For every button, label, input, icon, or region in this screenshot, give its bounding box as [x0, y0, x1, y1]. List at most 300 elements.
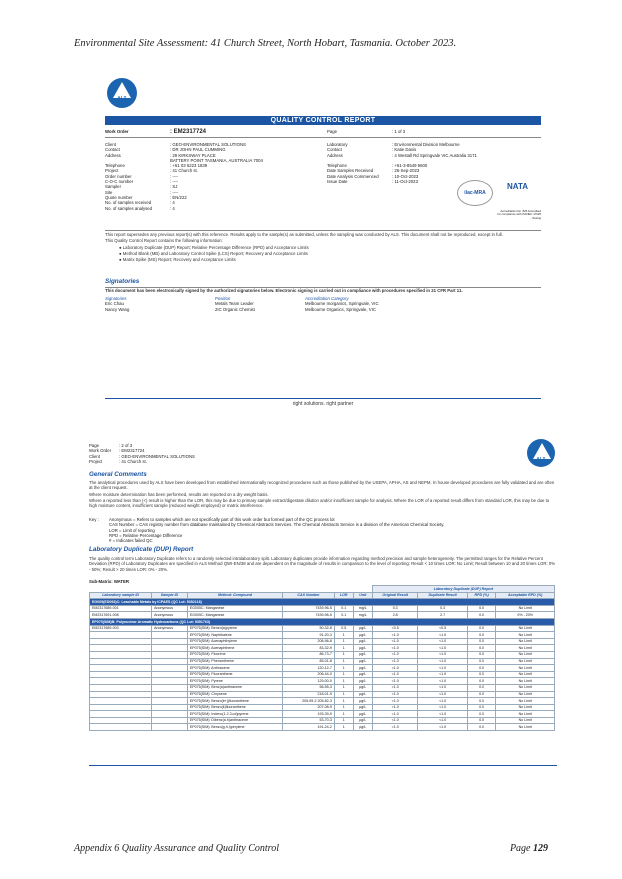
table-cell: µg/L: [353, 645, 372, 652]
table-cell: <1.0: [372, 704, 417, 711]
table-cell: [90, 711, 152, 718]
table-cell: 0.5: [334, 625, 353, 632]
key-line: # = Indicates failed QC: [109, 538, 153, 544]
info-field: [89, 459, 195, 464]
table-cell: 205-99-2 205-82-3: [283, 698, 335, 705]
table-cell: <1.0: [372, 698, 417, 705]
table-cell: 1: [334, 658, 353, 665]
sig-header-cell: Signatories: [105, 296, 127, 301]
client-field: [105, 206, 263, 211]
table-row: [90, 632, 555, 639]
table-cell: [152, 691, 188, 698]
table-cell: 0.0: [467, 658, 496, 665]
table-cell: [90, 638, 152, 645]
client-field-label: No. of samples received: [105, 200, 152, 206]
table-row: [90, 625, 555, 632]
table-cell: 0.0: [467, 638, 496, 645]
table-cell: 86-73-7: [283, 651, 335, 658]
lab-field-label: Telephone: [327, 163, 347, 169]
client-field-label: Quote number: [105, 194, 133, 200]
table-cell: No Limit: [496, 645, 555, 652]
table-cell: µg/L: [353, 678, 372, 685]
table-cell: No Limit: [496, 684, 555, 691]
table-cell: <1.0: [372, 684, 417, 691]
general-comments-text: [89, 480, 557, 510]
table-cell: 53-70-3: [283, 717, 335, 724]
table-cell: [90, 645, 152, 652]
table-cell: 0.0: [467, 645, 496, 652]
column-header: Unit: [353, 592, 372, 599]
table-cell: EP075(SIM): Dibenz(a.h)anthracene: [187, 717, 282, 724]
table-cell: <0.5: [418, 625, 467, 632]
table-cell: EP075(SIM): Benzo(g.h.i)perylene: [187, 724, 282, 731]
client-field-value: : 4: [170, 200, 175, 206]
key-label: Key :: [89, 517, 99, 522]
table-cell: <1.0: [418, 717, 467, 724]
info-field-value: : 41 Church st.: [119, 458, 147, 464]
client-field-label: Telephone: [105, 163, 125, 169]
lab-field-label: Issue Date: [327, 179, 348, 185]
table-cell: µg/L: [353, 671, 372, 678]
column-header: RPD (%): [467, 592, 496, 599]
lab-field-label: Address: [327, 152, 343, 158]
table-cell: µg/L: [353, 691, 372, 698]
table-cell: 1: [334, 691, 353, 698]
info-field-label: Project: [89, 458, 103, 464]
als-logo: ALS: [527, 439, 555, 467]
table-cell: <0.5: [372, 625, 417, 632]
table-cell: EP075(SIM): Benzo(k)fluoranthene: [187, 704, 282, 711]
group-title: EG005(ED093)C: Leachable Metals by ICPAES (QC Lot: 5352118): [90, 599, 555, 606]
key-line: CAS Number = CAS registry number from database maintained by Chemical Abstracts Services. The Chemical Abstracts Service is a division of the American Chemical Society.: [109, 522, 445, 528]
column-header: CAS Number: [283, 592, 335, 599]
table-cell: [152, 704, 188, 711]
table-cell: Anonymous: [152, 625, 188, 632]
column-header: Method: Compound: [187, 592, 282, 599]
table-cell: 193-39-5: [283, 711, 335, 718]
table-cell: No Limit: [496, 638, 555, 645]
table-cell: No Limit: [496, 605, 555, 612]
table-cell: 0.0: [467, 691, 496, 698]
work-order-value: : EM2317724: [170, 129, 207, 135]
table-cell: <1.0: [418, 651, 467, 658]
table-cell: 0% - 20%: [496, 612, 555, 619]
table-row: [90, 711, 555, 718]
table-cell: [152, 724, 188, 731]
intro-text: This report supersedes any previous report(s) with this reference. Results apply to the sample(s) as submitted, unless the sampling was conducted by ALS. This document shall not be reproduced, except in full. This Quality Control Report contains the following information: ● Laboratory Duplicate (DUP) Report; Relative Percentage Difference (RPD) and Acceptance Limits ● Method Blank (MB) and Laboratory Control Spike (LCS) Report; Recovery and Acceptance Limits ● Matrix Spike (MS) Report; Recovery and Acceptance Limits: [105, 232, 541, 264]
table-cell: [90, 691, 152, 698]
table-cell: <1.0: [372, 645, 417, 652]
column-header: LOR: [334, 592, 353, 599]
table-row: [90, 638, 555, 645]
table-cell: <1.0: [372, 711, 417, 718]
nata-logo: NATA: [507, 182, 529, 191]
table-cell: EP075(SIM): Benzo(a)pyrene: [187, 625, 282, 632]
column-header: Duplicate Result: [418, 592, 467, 599]
table-cell: µg/L: [353, 684, 372, 691]
sig-header-cell: Accreditation Category: [305, 296, 349, 301]
table-cell: [90, 678, 152, 685]
table-cell: 1: [334, 684, 353, 691]
lab-field-value: : 10-Oct-2023: [392, 173, 419, 179]
table-cell: EP075(SIM): Anthracene: [187, 665, 282, 672]
table-cell: [152, 711, 188, 718]
table-cell: 1: [334, 632, 353, 639]
client-field-label: Site: [105, 189, 113, 195]
info-field-label: Work Order: [89, 448, 112, 454]
table-row: [90, 684, 555, 691]
table-cell: [152, 658, 188, 665]
table-cell: 206-44-0: [283, 671, 335, 678]
client-field-value: : ----: [170, 173, 179, 179]
info-field-value: : 2 of 3: [119, 443, 133, 448]
footer-page-number: Page 129: [509, 843, 548, 854]
table-cell: 0.0: [467, 651, 496, 658]
key-line: LOR = Limit of reporting: [109, 527, 155, 533]
table-cell: <1.0: [372, 651, 417, 658]
table-cell: 0.0: [467, 717, 496, 724]
lab-field-value: : +61-3-8549 9600: [392, 163, 428, 169]
table-cell: 1: [334, 645, 353, 652]
signatories-title: Signatories: [105, 278, 140, 285]
table-cell: No Limit: [496, 671, 555, 678]
table-cell: 0.1: [334, 612, 353, 619]
group-row: [90, 618, 555, 625]
client-field-value: : 4: [170, 205, 175, 211]
table-cell: 0.0: [467, 671, 496, 678]
client-field-label: Sampler: [105, 184, 122, 190]
table-cell: EG005C: Manganese: [187, 612, 282, 619]
table-cell: 1: [334, 678, 353, 685]
table-cell: EP075(SIM): Phenanthrene: [187, 658, 282, 665]
group-header: Laboratory Duplicate (DUP) Report: [372, 586, 554, 593]
table-cell: No Limit: [496, 711, 555, 718]
table-cell: <1.0: [372, 717, 417, 724]
table-cell: [152, 665, 188, 672]
sig-header-cell: Position: [215, 296, 231, 301]
table-cell: 1: [334, 711, 353, 718]
lab-field-value: : 26-Sep-2023: [392, 168, 420, 174]
table-cell: No Limit: [496, 691, 555, 698]
table-cell: µg/L: [353, 651, 372, 658]
table-cell: 120-12-7: [283, 665, 335, 672]
table-cell: <1.0: [372, 632, 417, 639]
qc-report-page-2: [89, 435, 556, 772]
table-cell: [90, 704, 152, 711]
signatory-cell: 2IC Organic Chemist: [215, 306, 255, 312]
client-field-label: Contact: [105, 147, 120, 153]
lab-field: [327, 179, 477, 184]
client-field-label: C-O-C number: [105, 179, 134, 185]
table-cell: 7439-96-5: [283, 612, 335, 619]
table-cell: <1.0: [418, 711, 467, 718]
table-cell: <1.0: [418, 645, 467, 652]
key-line: Anonymous = Refers to samples which are not specifically part of this work order but formed part of the QC process lot: [109, 517, 335, 522]
signatory-cell: Eric Chau: [105, 301, 124, 307]
table-cell: EP075(SIM): Fluoranthene: [187, 671, 282, 678]
table-cell: EP075(SIM): Benz(a)anthracene: [187, 684, 282, 691]
report-title: QUALITY CONTROL REPORT: [105, 116, 541, 125]
table-cell: [152, 651, 188, 658]
table-cell: 0.0: [467, 605, 496, 612]
duplicate-report-title: Laboratory Duplicate (DUP) Report: [89, 546, 194, 553]
table-cell: <1.0: [372, 691, 417, 698]
lab-field-label: Date Samples Received: [327, 168, 374, 174]
table-cell: EP075(SIM): Pyrene: [187, 678, 282, 685]
table-cell: mg/L: [353, 605, 372, 612]
table-cell: µg/L: [353, 717, 372, 724]
table-cell: µg/L: [353, 665, 372, 672]
table-cell: No Limit: [496, 658, 555, 665]
comment-paragraph: Where a reported less than (<) result is higher than the LOR, this may be due to primary sample extract/digestate dilution and/or insufficient sample for analysis. Where the LOR of a reported result differs from standard LOR, this may be due to high moisture content, insufficient sample (reduced weight employed) or matrix interference.: [89, 498, 550, 509]
contents-bullet: ● Laboratory Duplicate (DUP) Report; Relative Percentage Difference (RPD) and Acceptance Limits: [119, 244, 309, 250]
table-row: [90, 691, 555, 698]
signatories-table: [105, 296, 505, 312]
table-cell: 0.0: [467, 724, 496, 731]
table-cell: 0.0: [467, 625, 496, 632]
client-details: [105, 142, 263, 211]
table-cell: <1.0: [418, 665, 467, 672]
key-definitions: [109, 517, 444, 543]
table-row: [90, 704, 555, 711]
page-header: Environmental Site Assessment: 41 Church Street, North Hobart, Tasmania. October 2023.: [74, 38, 457, 49]
signatory-cell: Melbourne Inorganics, Springvale, VIC: [305, 301, 379, 307]
table-cell: [90, 724, 152, 731]
table-cell: <1.0: [418, 684, 467, 691]
table-cell: 1: [334, 671, 353, 678]
table-cell: 0.0: [467, 711, 496, 718]
table-cell: EP075(SIM): Fluorene: [187, 651, 282, 658]
table-cell: [90, 632, 152, 639]
accreditation-text: Accreditation No. 825 Accredited for compliance with ISO/IEC 17025 - Testing: [497, 209, 541, 220]
table-cell: 7439-96-5: [283, 605, 335, 612]
table-cell: No Limit: [496, 698, 555, 705]
table-cell: <1.0: [418, 704, 467, 711]
table-cell: No Limit: [496, 724, 555, 731]
table-cell: No Limit: [496, 717, 555, 724]
table-cell: 129-00-0: [283, 678, 335, 685]
table-cell: EG005C: Manganese: [187, 605, 282, 612]
ilac-mra-logo: ilac-MRA: [457, 180, 493, 206]
lab-field-label: Laboratory: [327, 142, 348, 147]
table-cell: <1.0: [418, 638, 467, 645]
client-field-value: : 41 Church st.: [170, 168, 198, 174]
client-field-label: No. of samples analysed: [105, 205, 153, 211]
table-cell: [152, 717, 188, 724]
table-cell: 0.0: [467, 678, 496, 685]
table-cell: <1.0: [418, 691, 467, 698]
sub-matrix-label: Sub-Matrix: WATER: [89, 579, 130, 584]
table-cell: 1: [334, 651, 353, 658]
table-cell: EM2317691-008: [90, 612, 152, 619]
table-cell: No Limit: [496, 665, 555, 672]
table-cell: EP075(SIM): Chrysene: [187, 691, 282, 698]
info-field-label: Page: [89, 443, 100, 448]
table-cell: 56-55-3: [283, 684, 335, 691]
table-cell: No Limit: [496, 632, 555, 639]
table-row: [90, 724, 555, 731]
table-cell: 2.7: [418, 612, 467, 619]
table-cell: µg/L: [353, 724, 372, 731]
table-row: [90, 665, 555, 672]
column-header: Acceptable RPD (%): [496, 592, 555, 599]
table-cell: µg/L: [353, 711, 372, 718]
lab-field-value: : 4 Westall Rd Springvale VIC Australia 3171: [392, 152, 477, 158]
table-cell: EM2317689-001: [90, 605, 152, 612]
table-cell: 2.8: [372, 612, 417, 619]
signatory-cell: Metals Team Leader: [215, 301, 254, 307]
table-cell: 1: [334, 698, 353, 705]
table-cell: EP075(SIM): Naphthalene: [187, 632, 282, 639]
table-cell: <1.0: [372, 658, 417, 665]
info-field-label: Client: [89, 453, 100, 459]
table-row: [90, 698, 555, 705]
table-cell: µg/L: [353, 704, 372, 711]
table-cell: 91-20-3: [283, 632, 335, 639]
table-row: [90, 717, 555, 724]
page-2-info: [89, 443, 195, 464]
table-row: [90, 678, 555, 685]
table-cell: No Limit: [496, 678, 555, 685]
table-cell: [152, 678, 188, 685]
comment-paragraph: The analytical procedures used by ALS have been developed from established internationally recognized procedures such as those published by the USEPA, APHA, AS and NEPM. In house developed procedures are fully validated and are often at the client request.: [89, 480, 555, 491]
lab-field-label: Date Analysis Commenced: [327, 173, 379, 179]
table-cell: 0.0: [467, 684, 496, 691]
table-cell: µg/L: [353, 698, 372, 705]
client-field-label: Order number: [105, 173, 132, 179]
table-cell: [90, 717, 152, 724]
lab-field-value: : Environmental Division Melbourne: [392, 142, 460, 147]
table-cell: <1.0: [372, 678, 417, 685]
key-line: RPD = Relative Percentage Difference: [109, 532, 183, 538]
client-field-label: Client: [105, 142, 116, 147]
client-field-value: : ----: [170, 189, 179, 195]
table-cell: µg/L: [353, 632, 372, 639]
table-cell: <1.0: [372, 665, 417, 672]
table-cell: µg/L: [353, 625, 372, 632]
table-cell: 191-24-2: [283, 724, 335, 731]
client-field-label: Address: [105, 152, 121, 158]
column-header: Original Result: [372, 592, 417, 599]
table-cell: <1.0: [418, 678, 467, 685]
group-title: EP075(SIM)B: Polynuclear Aromatic Hydrocarbons (QC Lot: 5351763): [90, 618, 555, 625]
table-row: [90, 612, 555, 619]
table-cell: [90, 651, 152, 658]
table-cell: 50-32-8: [283, 625, 335, 632]
table-cell: 1: [334, 704, 353, 711]
client-field-value: : ----: [170, 179, 179, 185]
lab-details: [327, 142, 477, 184]
column-header: Laboratory sample ID: [90, 592, 152, 599]
client-field-value: : EN/222: [170, 194, 187, 200]
contents-bullet: ● Method Blank (MB) and Laboratory Control Spike (LCS) Report; Recovery and Acceptance Limits: [119, 251, 308, 257]
table-cell: [90, 671, 152, 678]
table-cell: EP075(SIM): Acenaphthylene: [187, 638, 282, 645]
client-field-value: : 29 KIRKSWAY PLACE: [170, 152, 216, 158]
info-field-value: : GEO-ENVIRONMENTAL SOLUTIONS: [119, 453, 195, 459]
client-field-label: Project: [105, 168, 119, 174]
client-field-value: : +61 03 6223 1839: [170, 163, 208, 169]
table-cell: <1.0: [372, 638, 417, 645]
table-row: [90, 605, 555, 612]
table-cell: 0.0: [467, 612, 496, 619]
table-cell: 218-01-9: [283, 691, 335, 698]
table-cell: 1: [334, 717, 353, 724]
column-header: Sample ID: [152, 592, 188, 599]
table-cell: <1.0: [372, 671, 417, 678]
qc-report-page-1: [105, 68, 541, 412]
table-cell: <1.0: [418, 658, 467, 665]
table-cell: 0.0: [467, 698, 496, 705]
table-cell: [152, 684, 188, 691]
table-cell: <1.0: [418, 632, 467, 639]
general-comments-title: General Comments: [89, 471, 147, 478]
contents-bullet: ● Matrix Spike (MS) Report; Recovery and Acceptance Limits: [119, 257, 236, 263]
signing-note: This document has been electronically signed by the authorized signatories below. Electronic signing is carried out in compliance with procedures specified in 21 CFR Part 11.: [105, 288, 463, 293]
table-cell: 0.3: [418, 605, 467, 612]
table-cell: 208-96-8: [283, 638, 335, 645]
table-cell: Anonymous: [152, 605, 188, 612]
table-cell: EP075(SIM): Indeno(1.2.3.cd)pyrene: [187, 711, 282, 718]
table-cell: 0.1: [334, 605, 353, 612]
table-row: [90, 658, 555, 665]
table-cell: [90, 658, 152, 665]
client-field-value: : DR JOHN PAUL CUMMING: [170, 147, 226, 153]
client-field-value: BATTERY POINT TASMANIA, AUSTRALIA 7004: [170, 157, 263, 163]
signatory-cell: Melbourne Organics, Springvale, VIC: [305, 306, 376, 312]
table-cell: 0.3: [372, 605, 417, 612]
duplicate-report-text: The quality control term Laboratory Duplicate refers to a randomly selected intralaboratory split. Laboratory duplicates provide information regarding method precision and sample heterogeneity. The permitted ranges for the Relative Percent Deviation (RPD) of Laboratory Duplicates are specified in ALS Method QWI-EN/38 and are dependent on the magnitude of results in comparison to the level of reporting: Result < 10 times LOR: No Limit; Result between 10 and 20 times LOR: 0% - 50%; Result > 20 times LOR: 0% - 20%.: [89, 556, 556, 572]
table-cell: <1.0: [372, 724, 417, 731]
table-cell: EP075(SIM): Benzo(b+j)fluoranthene: [187, 698, 282, 705]
page-row: Page : 1 of 3: [327, 129, 406, 134]
lab-field-label: Contact: [327, 147, 342, 153]
signatory-cell: Nancy Wang: [105, 306, 130, 312]
table-cell: Anonymous: [152, 612, 188, 619]
table-cell: 207-08-9: [283, 704, 335, 711]
table-cell: 83-32-9: [283, 645, 335, 652]
tagline: right solutions. right partner: [292, 401, 354, 407]
table-cell: No Limit: [496, 625, 555, 632]
table-cell: [90, 684, 152, 691]
table-cell: [152, 632, 188, 639]
table-cell: [152, 671, 188, 678]
table-cell: µg/L: [353, 638, 372, 645]
table-cell: 0.0: [467, 665, 496, 672]
als-logo: ALS: [107, 78, 137, 108]
signatory-row: [105, 307, 505, 312]
lab-field-value: : Katie Davis: [392, 147, 417, 153]
table-cell: No Limit: [496, 704, 555, 711]
client-field-value: : GEO-ENVIRONMENTAL SOLUTIONS: [170, 142, 246, 147]
client-field-value: : SJ: [170, 184, 178, 190]
duplicate-report-table: [89, 585, 555, 731]
table-row: [90, 651, 555, 658]
table-cell: [90, 665, 152, 672]
table-cell: [152, 638, 188, 645]
table-cell: mg/L: [353, 612, 372, 619]
table-cell: No Limit: [496, 651, 555, 658]
table-cell: [90, 698, 152, 705]
lab-field-value: : 11-Oct-2023: [392, 179, 418, 185]
table-cell: [152, 645, 188, 652]
table-cell: 0.0: [467, 704, 496, 711]
group-row: [90, 599, 555, 606]
table-row: [90, 671, 555, 678]
table-cell: 1: [334, 724, 353, 731]
info-field-value: : EM2317724: [119, 448, 145, 454]
table-cell: [152, 698, 188, 705]
